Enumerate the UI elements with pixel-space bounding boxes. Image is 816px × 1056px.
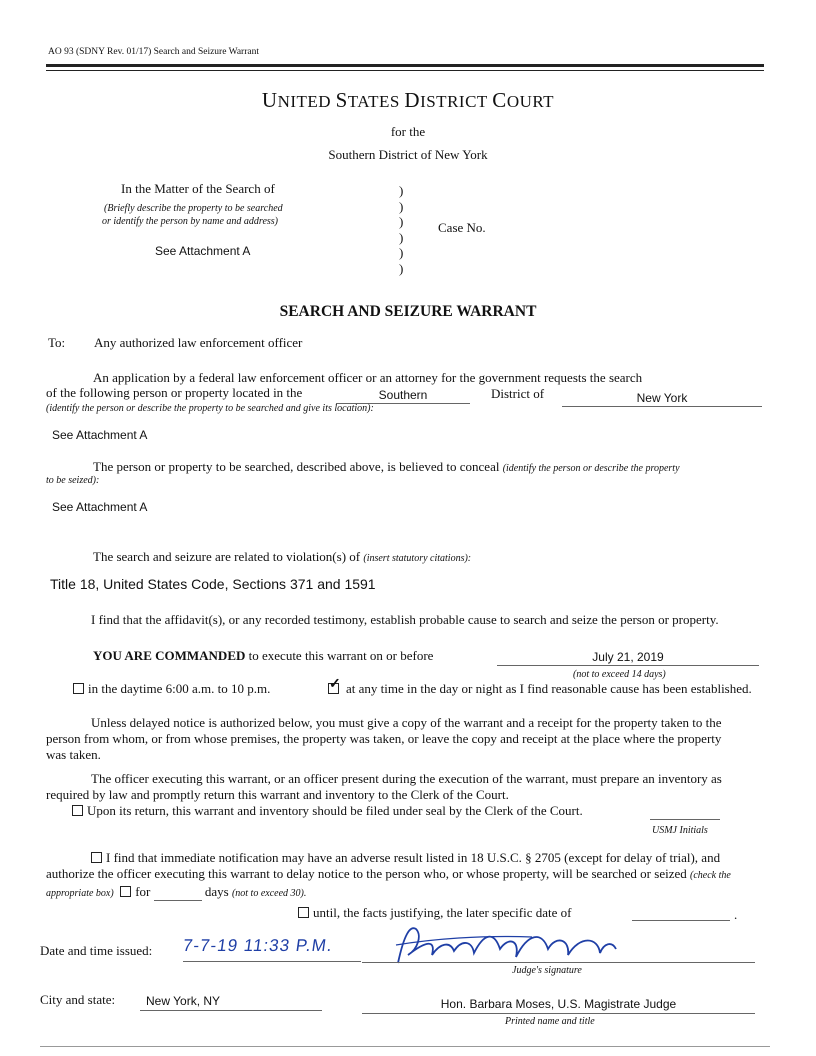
judge-name: Hon. Barbara Moses, U.S. Magistrate Judge [440, 997, 677, 1011]
for-label: for the [390, 124, 426, 139]
district-name: Southern District of New York [328, 147, 488, 162]
to-value: Any authorized law enforcement officer [94, 335, 303, 350]
application-text-2: of the following person or property located in the [46, 385, 303, 400]
case-no-label: Case No. [438, 220, 486, 235]
application-value: See Attachment A [52, 428, 148, 442]
affidavit-text: I find that the affidavit(s), or any recorded testimony, establish probable cause to search and seize the person or property. [91, 612, 719, 627]
issued-label: Date and time issued: [40, 943, 153, 958]
commanded-date: July 21, 2019 [592, 650, 664, 664]
violation-text: The search and seizure are related to violation(s) of (insert statutory citations): [93, 549, 472, 564]
officer-text: The officer executing this warrant, or an officer present during the execution of the warrant, must prepare an inventory as required by law and promptly return this warrant and inventory to the Clerk of the Court. [46, 771, 722, 802]
notification-text: I find that immediate notification may have an adverse result listed in 18 U.S.C. § 2705 (except for delay of trial), and authorize the officer executing this warrant to delay notice to the person who, or whose property, will be searched or seized (check the appropriate box) for days (not to exceed 30). [46, 850, 731, 899]
judge-name-label: Printed name and title [505, 1016, 595, 1027]
commanded-text: YOU ARE COMMANDED to execute this warrant on or before [93, 648, 434, 663]
delayed-notice-text: Unless delayed notice is authorized below, you must give a copy of the warrant and a receipt for the property taken to the person from whom, or from whose premises, the property was taken, or leave the copy and receipt at the place where the property was taken. [46, 715, 722, 762]
city-state-underline [140, 1010, 322, 1011]
judge-signature [392, 919, 622, 971]
issued-handwritten: 7-7-19 11:33 P.M. [181, 936, 335, 955]
for-checkbox[interactable] [120, 886, 131, 897]
until-period: . [734, 907, 738, 922]
commanded-note: (not to exceed 14 days) [573, 669, 666, 680]
until-checkbox[interactable] [298, 907, 309, 918]
form-code: AO 93 (SDNY Rev. 01/17) Search and Seizure Warrant [48, 47, 259, 57]
conceal-text: The person or property to be searched, described above, is believed to conceal (identify the person or describe the property [93, 459, 680, 474]
days-blank[interactable] [154, 884, 202, 901]
until-option[interactable]: until, the facts justifying, the later specific date of [298, 905, 571, 921]
signature-label: Judge's signature [512, 965, 582, 976]
initials-label: USMJ Initials [652, 825, 708, 836]
state-value: New York [636, 391, 688, 405]
district-value: Southern [378, 388, 428, 402]
issued-underline [183, 961, 361, 962]
caption-instruction-2: or identify the person by name and address) [102, 216, 278, 227]
district-of-label: District of [491, 386, 545, 401]
caption-value: See Attachment A [155, 244, 251, 258]
notification-checkbox[interactable] [91, 852, 102, 863]
matter-label: In the Matter of the Search of [121, 181, 275, 196]
anytime-checkbox[interactable] [328, 677, 341, 696]
warrant-title: SEARCH AND SEIZURE WARRANT [279, 303, 537, 320]
judge-name-underline [362, 1013, 755, 1014]
court-title: UNITED STATES DISTRICT COURT [261, 88, 555, 112]
commanded-date-underline [497, 665, 759, 666]
caption-parens: ) ) ) ) ) ) [399, 183, 404, 276]
header-rule-thick [46, 64, 764, 67]
violation-value: Title 18, United States Code, Sections 371 and 1591 [50, 576, 376, 592]
seal-option[interactable]: Upon its return, this warrant and inventory should be filed under seal by the Clerk of the Court. [72, 803, 583, 819]
conceal-value: See Attachment A [52, 500, 148, 514]
seal-checkbox[interactable] [72, 805, 83, 816]
check-mark-icon: ✓ [329, 677, 341, 692]
to-label: To: [48, 335, 66, 350]
initials-underline [650, 819, 720, 820]
city-state-label: City and state: [40, 992, 116, 1007]
daytime-checkbox[interactable] [73, 683, 84, 694]
header-rule-thin [46, 70, 764, 71]
city-state-value: New York, NY [146, 994, 221, 1008]
conceal-instruction-2: to be seized): [46, 475, 100, 486]
anytime-option[interactable]: ✓ at any time in the day or night as I find reasonable cause has been established. [329, 677, 752, 696]
application-text-1: An application by a federal law enforcement officer or an attorney for the government requests the search [93, 370, 643, 385]
until-date-underline[interactable] [632, 920, 730, 921]
application-instruction: (identify the person or describe the property to be searched and give its location): [46, 403, 374, 414]
footer-rule [40, 1046, 770, 1047]
signature-underline [362, 962, 755, 963]
state-underline [562, 406, 762, 407]
caption-instruction-1: (Briefly describe the property to be searched [104, 203, 283, 214]
daytime-option[interactable]: in the daytime 6:00 a.m. to 10 p.m. [73, 681, 270, 697]
